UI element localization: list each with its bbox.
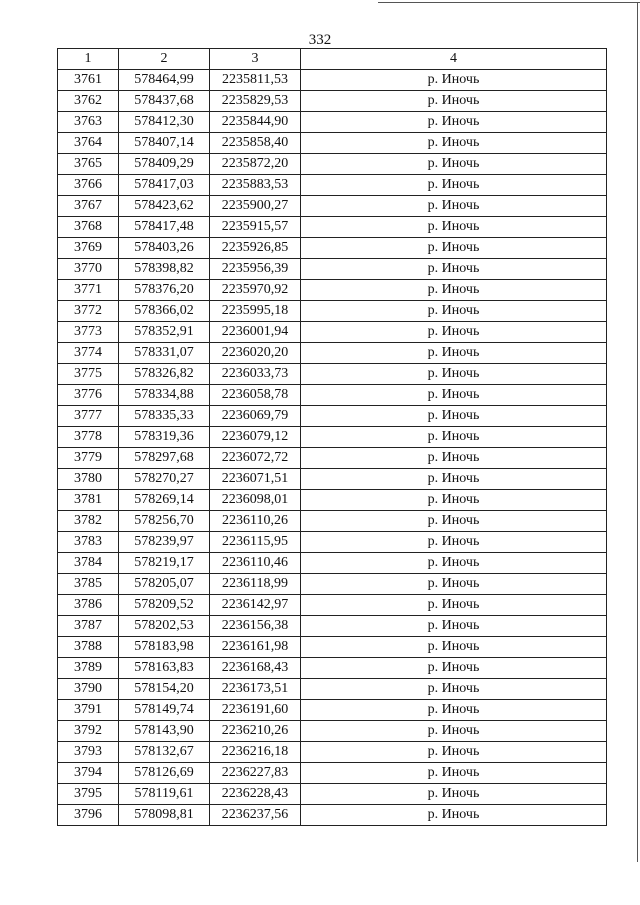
point-number-cell: 3784 [58, 553, 119, 574]
point-number-cell: 3765 [58, 154, 119, 175]
description-cell: р. Иночь [301, 112, 607, 133]
table-row [58, 658, 607, 679]
column-header-1: 1 [58, 49, 119, 70]
description-cell: р. Иночь [301, 700, 607, 721]
x-coordinate-cell: 578319,36 [119, 427, 210, 448]
coordinates-table [57, 48, 607, 826]
x-coordinate-cell: 578417,48 [119, 217, 210, 238]
description-cell: р. Иночь [301, 238, 607, 259]
table-row [58, 91, 607, 112]
y-coordinate-cell: 2236156,38 [210, 616, 301, 637]
x-coordinate-cell: 578297,68 [119, 448, 210, 469]
x-coordinate-cell: 578219,17 [119, 553, 210, 574]
y-coordinate-cell: 2236058,78 [210, 385, 301, 406]
x-coordinate-cell: 578326,82 [119, 364, 210, 385]
description-cell: р. Иночь [301, 133, 607, 154]
y-coordinate-cell: 2236071,51 [210, 469, 301, 490]
table-body [58, 70, 607, 826]
point-number-cell: 3782 [58, 511, 119, 532]
point-number-cell: 3792 [58, 721, 119, 742]
y-coordinate-cell: 2236216,18 [210, 742, 301, 763]
description-cell: р. Иночь [301, 742, 607, 763]
point-number-cell: 3770 [58, 259, 119, 280]
x-coordinate-cell: 578126,69 [119, 763, 210, 784]
page-edge-right [637, 2, 638, 862]
x-coordinate-cell: 578163,83 [119, 658, 210, 679]
point-number-cell: 3775 [58, 364, 119, 385]
table-row [58, 427, 607, 448]
description-cell: р. Иночь [301, 364, 607, 385]
column-header-4: 4 [301, 49, 607, 70]
table-row [58, 322, 607, 343]
y-coordinate-cell: 2236072,72 [210, 448, 301, 469]
description-cell: р. Иночь [301, 553, 607, 574]
x-coordinate-cell: 578464,99 [119, 70, 210, 91]
x-coordinate-cell: 578154,20 [119, 679, 210, 700]
description-cell: р. Иночь [301, 70, 607, 91]
point-number-cell: 3785 [58, 574, 119, 595]
point-number-cell: 3783 [58, 532, 119, 553]
point-number-cell: 3762 [58, 91, 119, 112]
y-coordinate-cell: 2236237,56 [210, 805, 301, 826]
x-coordinate-cell: 578256,70 [119, 511, 210, 532]
description-cell: р. Иночь [301, 343, 607, 364]
column-header-2: 2 [119, 49, 210, 70]
description-cell: р. Иночь [301, 784, 607, 805]
description-cell: р. Иночь [301, 679, 607, 700]
table-row [58, 112, 607, 133]
y-coordinate-cell: 2236079,12 [210, 427, 301, 448]
table-row [58, 259, 607, 280]
description-cell: р. Иночь [301, 259, 607, 280]
description-cell: р. Иночь [301, 637, 607, 658]
table-row [58, 343, 607, 364]
y-coordinate-cell: 2236115,95 [210, 532, 301, 553]
point-number-cell: 3763 [58, 112, 119, 133]
y-coordinate-cell: 2235844,90 [210, 112, 301, 133]
description-cell: р. Иночь [301, 490, 607, 511]
description-cell: р. Иночь [301, 322, 607, 343]
point-number-cell: 3787 [58, 616, 119, 637]
point-number-cell: 3769 [58, 238, 119, 259]
description-cell: р. Иночь [301, 763, 607, 784]
x-coordinate-cell: 578407,14 [119, 133, 210, 154]
x-coordinate-cell: 578205,07 [119, 574, 210, 595]
table-row [58, 448, 607, 469]
table-row [58, 616, 607, 637]
point-number-cell: 3779 [58, 448, 119, 469]
y-coordinate-cell: 2236173,51 [210, 679, 301, 700]
x-coordinate-cell: 578149,74 [119, 700, 210, 721]
y-coordinate-cell: 2236110,46 [210, 553, 301, 574]
point-number-cell: 3761 [58, 70, 119, 91]
table-row [58, 238, 607, 259]
x-coordinate-cell: 578119,61 [119, 784, 210, 805]
x-coordinate-cell: 578132,67 [119, 742, 210, 763]
table-row [58, 742, 607, 763]
y-coordinate-cell: 2235811,53 [210, 70, 301, 91]
column-header-3: 3 [210, 49, 301, 70]
description-cell: р. Иночь [301, 196, 607, 217]
table-row [58, 679, 607, 700]
table-row [58, 469, 607, 490]
y-coordinate-cell: 2236191,60 [210, 700, 301, 721]
point-number-cell: 3771 [58, 280, 119, 301]
description-cell: р. Иночь [301, 301, 607, 322]
table-row [58, 70, 607, 91]
y-coordinate-cell: 2236227,83 [210, 763, 301, 784]
table-row [58, 280, 607, 301]
description-cell: р. Иночь [301, 280, 607, 301]
description-cell: р. Иночь [301, 406, 607, 427]
description-cell: р. Иночь [301, 469, 607, 490]
description-cell: р. Иночь [301, 217, 607, 238]
x-coordinate-cell: 578417,03 [119, 175, 210, 196]
table-row [58, 763, 607, 784]
x-coordinate-cell: 578412,30 [119, 112, 210, 133]
description-cell: р. Иночь [301, 805, 607, 826]
y-coordinate-cell: 2236001,94 [210, 322, 301, 343]
point-number-cell: 3790 [58, 679, 119, 700]
table-row [58, 574, 607, 595]
y-coordinate-cell: 2235872,20 [210, 154, 301, 175]
table-row [58, 595, 607, 616]
table-row [58, 700, 607, 721]
y-coordinate-cell: 2236161,98 [210, 637, 301, 658]
table-row [58, 175, 607, 196]
table-row [58, 406, 607, 427]
y-coordinate-cell: 2236228,43 [210, 784, 301, 805]
x-coordinate-cell: 578352,91 [119, 322, 210, 343]
x-coordinate-cell: 578183,98 [119, 637, 210, 658]
point-number-cell: 3791 [58, 700, 119, 721]
x-coordinate-cell: 578437,68 [119, 91, 210, 112]
x-coordinate-cell: 578202,53 [119, 616, 210, 637]
point-number-cell: 3795 [58, 784, 119, 805]
table-row [58, 532, 607, 553]
table-row [58, 301, 607, 322]
table-header-row [58, 49, 607, 70]
point-number-cell: 3778 [58, 427, 119, 448]
page-number: 332 [308, 32, 332, 48]
y-coordinate-cell: 2235829,53 [210, 91, 301, 112]
x-coordinate-cell: 578366,02 [119, 301, 210, 322]
x-coordinate-cell: 578269,14 [119, 490, 210, 511]
table-row [58, 805, 607, 826]
description-cell: р. Иночь [301, 574, 607, 595]
y-coordinate-cell: 2235858,40 [210, 133, 301, 154]
table-row [58, 217, 607, 238]
table-row [58, 784, 607, 805]
table-row [58, 721, 607, 742]
x-coordinate-cell: 578239,97 [119, 532, 210, 553]
point-number-cell: 3774 [58, 343, 119, 364]
y-coordinate-cell: 2235900,27 [210, 196, 301, 217]
description-cell: р. Иночь [301, 721, 607, 742]
x-coordinate-cell: 578143,90 [119, 721, 210, 742]
y-coordinate-cell: 2236098,01 [210, 490, 301, 511]
y-coordinate-cell: 2235995,18 [210, 301, 301, 322]
point-number-cell: 3772 [58, 301, 119, 322]
table-row [58, 637, 607, 658]
table-row [58, 490, 607, 511]
y-coordinate-cell: 2235970,92 [210, 280, 301, 301]
point-number-cell: 3789 [58, 658, 119, 679]
point-number-cell: 3767 [58, 196, 119, 217]
y-coordinate-cell: 2236168,43 [210, 658, 301, 679]
x-coordinate-cell: 578098,81 [119, 805, 210, 826]
x-coordinate-cell: 578334,88 [119, 385, 210, 406]
point-number-cell: 3768 [58, 217, 119, 238]
y-coordinate-cell: 2236210,26 [210, 721, 301, 742]
x-coordinate-cell: 578209,52 [119, 595, 210, 616]
y-coordinate-cell: 2236033,73 [210, 364, 301, 385]
description-cell: р. Иночь [301, 175, 607, 196]
table-row [58, 385, 607, 406]
description-cell: р. Иночь [301, 154, 607, 175]
description-cell: р. Иночь [301, 91, 607, 112]
description-cell: р. Иночь [301, 511, 607, 532]
point-number-cell: 3773 [58, 322, 119, 343]
table-row [58, 511, 607, 532]
table-row [58, 553, 607, 574]
x-coordinate-cell: 578398,82 [119, 259, 210, 280]
y-coordinate-cell: 2236118,99 [210, 574, 301, 595]
page-edge-top [378, 2, 640, 3]
x-coordinate-cell: 578403,26 [119, 238, 210, 259]
x-coordinate-cell: 578376,20 [119, 280, 210, 301]
x-coordinate-cell: 578335,33 [119, 406, 210, 427]
y-coordinate-cell: 2235926,85 [210, 238, 301, 259]
point-number-cell: 3794 [58, 763, 119, 784]
point-number-cell: 3793 [58, 742, 119, 763]
y-coordinate-cell: 2235915,57 [210, 217, 301, 238]
table-row [58, 364, 607, 385]
y-coordinate-cell: 2235956,39 [210, 259, 301, 280]
point-number-cell: 3777 [58, 406, 119, 427]
point-number-cell: 3781 [58, 490, 119, 511]
description-cell: р. Иночь [301, 385, 607, 406]
description-cell: р. Иночь [301, 448, 607, 469]
y-coordinate-cell: 2235883,53 [210, 175, 301, 196]
point-number-cell: 3766 [58, 175, 119, 196]
point-number-cell: 3796 [58, 805, 119, 826]
y-coordinate-cell: 2236020,20 [210, 343, 301, 364]
description-cell: р. Иночь [301, 658, 607, 679]
description-cell: р. Иночь [301, 595, 607, 616]
description-cell: р. Иночь [301, 427, 607, 448]
table-row [58, 196, 607, 217]
table-row [58, 133, 607, 154]
y-coordinate-cell: 2236142,97 [210, 595, 301, 616]
x-coordinate-cell: 578331,07 [119, 343, 210, 364]
point-number-cell: 3788 [58, 637, 119, 658]
point-number-cell: 3780 [58, 469, 119, 490]
point-number-cell: 3786 [58, 595, 119, 616]
x-coordinate-cell: 578423,62 [119, 196, 210, 217]
point-number-cell: 3764 [58, 133, 119, 154]
point-number-cell: 3776 [58, 385, 119, 406]
table-row [58, 154, 607, 175]
description-cell: р. Иночь [301, 616, 607, 637]
x-coordinate-cell: 578270,27 [119, 469, 210, 490]
y-coordinate-cell: 2236069,79 [210, 406, 301, 427]
description-cell: р. Иночь [301, 532, 607, 553]
y-coordinate-cell: 2236110,26 [210, 511, 301, 532]
x-coordinate-cell: 578409,29 [119, 154, 210, 175]
